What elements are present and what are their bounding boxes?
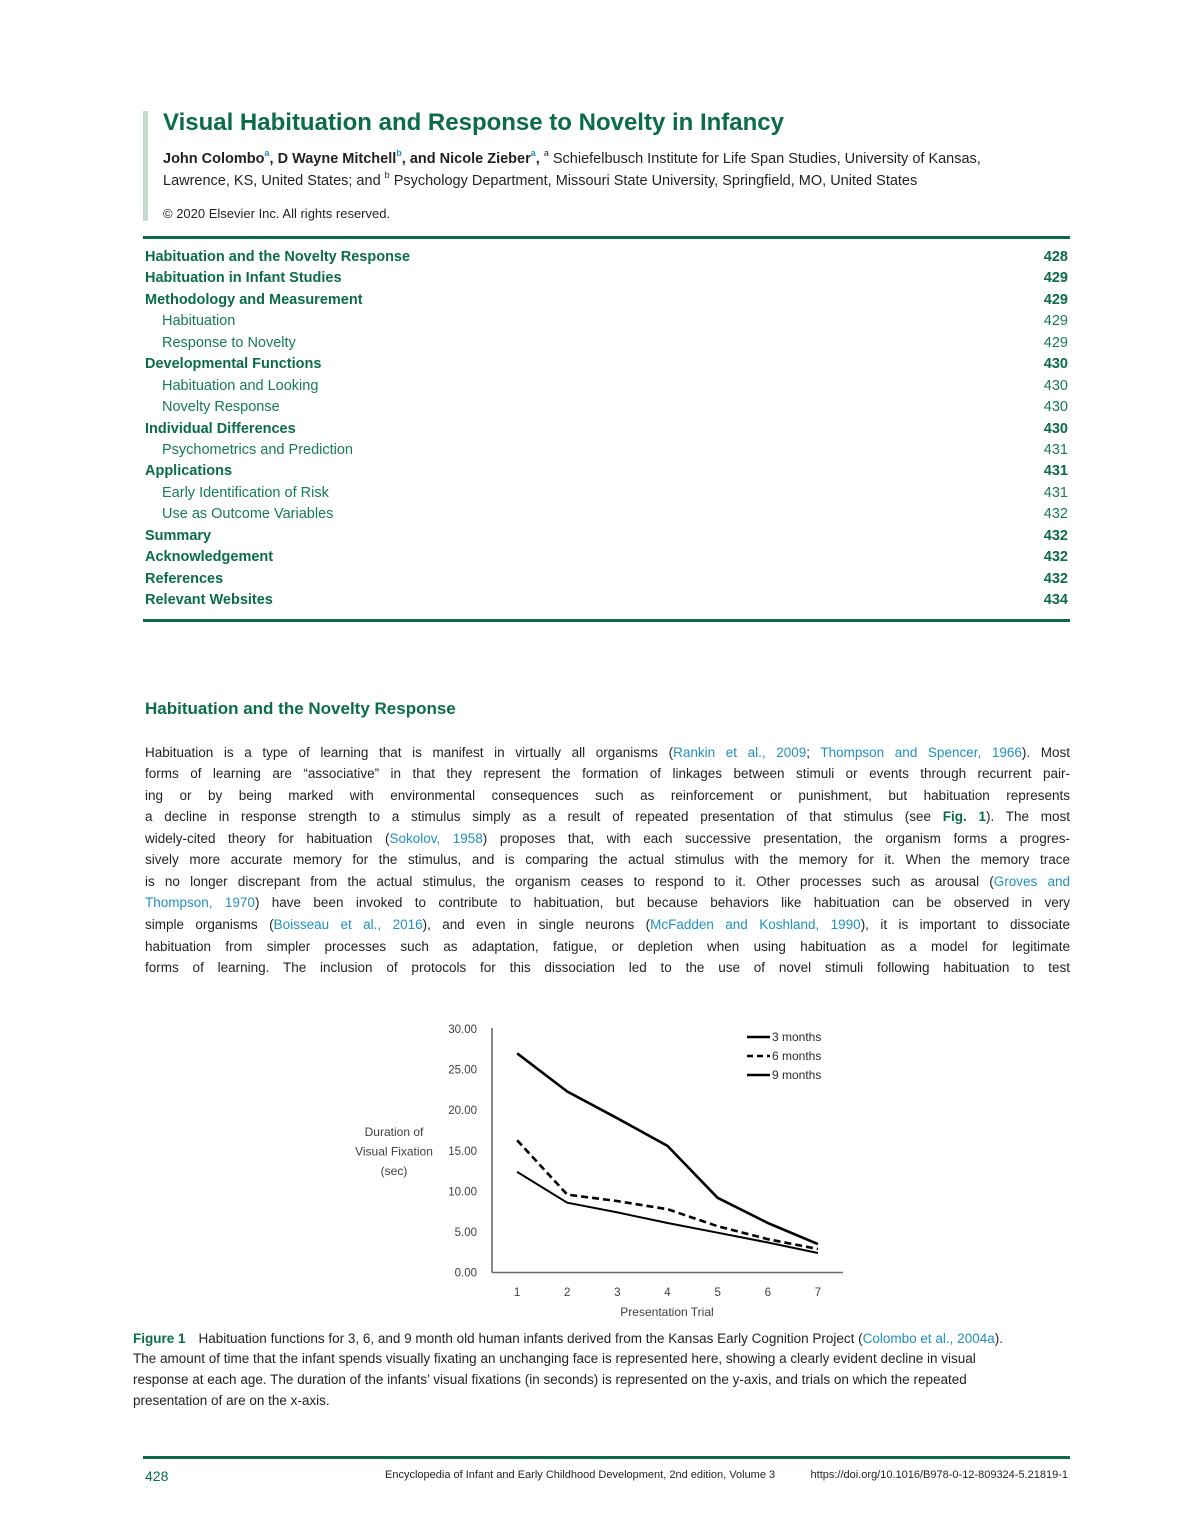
- citation-link[interactable]: Colombo et al., 2004a: [862, 1330, 995, 1346]
- body-text: ). Most: [1021, 744, 1070, 760]
- toc-subentry[interactable]: [145, 483, 1068, 504]
- table-of-contents: [145, 247, 1068, 611]
- toc-entry-label: Summary: [145, 527, 212, 544]
- toc-entry-label: Habituation: [162, 313, 236, 330]
- x-tick-label: 7: [814, 1287, 822, 1299]
- toc-entry[interactable]: [145, 547, 1068, 568]
- y-tick-label: 15.00: [448, 1145, 477, 1158]
- author-name: John Colombo: [163, 150, 265, 167]
- body-text: a decline in response strength to a stimulus simply as a result of repeated presentation of that stimulus (see: [145, 809, 943, 825]
- citation-link[interactable]: Groves and: [993, 873, 1070, 889]
- citation-link[interactable]: Thompson and Spencer, 1966: [820, 744, 1022, 760]
- toc-entry-label: Methodology and Measurement: [145, 291, 363, 308]
- affiliation-link-a[interactable]: a: [264, 147, 270, 158]
- y-tick-label: 30.00: [448, 1024, 477, 1036]
- caption-text: ).: [994, 1330, 1003, 1346]
- toc-entry-label: Relevant Websites: [145, 592, 273, 608]
- toc-entry-page: 430: [1043, 420, 1068, 437]
- affiliation-marker-a: a: [543, 147, 549, 158]
- caption-text: response at each age. The duration of the infants’ visual fixations (in seconds) is represented on the y-axis, and trials on which the repeated: [133, 1372, 967, 1388]
- toc-entry[interactable]: [145, 290, 1068, 311]
- toc-entry[interactable]: [145, 354, 1068, 375]
- body-paragraph: [145, 742, 1070, 979]
- toc-entry-page: 432: [1043, 570, 1068, 587]
- toc-entry[interactable]: [145, 526, 1068, 547]
- body-text: ;: [806, 744, 821, 760]
- body-text: sively more accurate memory for the stimulus, and is comparing the actual stimulus with the memory for it. When the memory trace: [145, 852, 1070, 868]
- toc-entry-page: 432: [1043, 527, 1068, 544]
- figure-caption: [133, 1329, 1083, 1412]
- y-tick-label: 25.00: [448, 1064, 477, 1077]
- caption-text: The amount of time that the infant spends visually fixating an unchanging face is represented here, showing a clearly evident decline in visual: [133, 1351, 976, 1367]
- body-line: [145, 849, 1070, 871]
- caption-line: [133, 1329, 1083, 1350]
- affiliation-a-text-cont: Lawrence, KS, United States; and: [163, 172, 385, 189]
- toc-entry-label: Habituation and the Novelty Response: [145, 249, 411, 265]
- x-tick-label: 5: [714, 1287, 721, 1299]
- toc-entry-label: Response to Novelty: [162, 334, 296, 351]
- body-text: simple organisms (: [145, 916, 274, 932]
- toc-top-rule: [143, 236, 1070, 239]
- y-tick-label: 5.00: [454, 1226, 477, 1239]
- affiliation-link-b[interactable]: b: [396, 147, 402, 158]
- toc-subentry[interactable]: [145, 440, 1068, 461]
- body-text: ) have been invoked to contribute to habituation, but because behaviors like habituation can be observed in very: [254, 895, 1070, 911]
- toc-entry-page: 434: [1043, 592, 1068, 608]
- body-text: ), it is important to dissociate: [860, 916, 1070, 932]
- body-text: ) proposes that, with each successive presentation, the organism forms a progres-: [482, 830, 1071, 846]
- x-axis-title: Presentation Trial: [620, 1305, 714, 1319]
- toc-entry-page: 429: [1043, 334, 1068, 351]
- author-line-2: [163, 170, 1083, 192]
- toc-entry-label: References: [145, 570, 224, 587]
- toc-entry-page: 429: [1043, 291, 1068, 308]
- legend-label: 9 months: [772, 1068, 822, 1082]
- body-line: [145, 892, 1070, 914]
- toc-entry-label: Acknowledgement: [145, 549, 274, 566]
- toc-entry[interactable]: [145, 268, 1068, 289]
- body-line: [145, 806, 1070, 828]
- y-tick-label: 20.00: [448, 1105, 477, 1118]
- author-separator: ,: [535, 150, 544, 167]
- footer-rule: [143, 1456, 1070, 1459]
- title-accent-bar: [143, 111, 148, 221]
- toc-subentry[interactable]: [145, 333, 1068, 354]
- toc-entry[interactable]: [145, 419, 1068, 440]
- habituation-line-chart: [340, 1010, 860, 1330]
- toc-entry-page: 432: [1043, 549, 1068, 566]
- body-text: is no longer discrepant from the actual stimulus, the organism ceases to respond to it. Other processes such as arousal (: [145, 873, 994, 889]
- author-separator: ,: [269, 150, 278, 167]
- x-tick-label: 1: [513, 1287, 521, 1299]
- affiliation-b-text: Psychology Department, Missouri State University, Springfield, MO, United States: [389, 172, 918, 189]
- author-name: D Wayne Mitchell: [277, 150, 397, 167]
- toc-entry-page: 431: [1043, 441, 1068, 458]
- body-text: widely-cited theory for habituation (: [145, 830, 390, 846]
- caption-text: Habituation functions for 3, 6, and 9 month old human infants derived from the Kansas Early Cognition Project (: [198, 1330, 863, 1346]
- toc-entry-page: 429: [1043, 270, 1068, 287]
- y-axis-title: (sec): [380, 1164, 408, 1178]
- affiliation-link-a[interactable]: a: [530, 147, 536, 158]
- affiliation-a-text: Schiefelbusch Institute for Life Span Studies, University of Kansas,: [548, 150, 981, 167]
- toc-entry[interactable]: [145, 569, 1068, 590]
- toc-entry-label: Use as Outcome Variables: [162, 506, 334, 523]
- publication-title: Encyclopedia of Infant and Early Childhood Development, 2nd edition, Volume 3: [385, 1469, 776, 1482]
- toc-entry[interactable]: [145, 590, 1068, 611]
- toc-entry-label: Habituation in Infant Studies: [145, 270, 342, 287]
- toc-entry-page: 430: [1043, 377, 1068, 394]
- series-line-6-months: [517, 1140, 818, 1249]
- citation-link[interactable]: Rankin et al., 2009: [673, 744, 807, 760]
- legend-label: 6 months: [772, 1049, 822, 1063]
- y-tick-label: 0.00: [454, 1267, 477, 1280]
- doi-link[interactable]: https://doi.org/10.1016/B978-0-12-809324-5.21819-1: [810, 1469, 1068, 1482]
- body-text: ), and even in single neurons (: [422, 916, 651, 932]
- toc-entry-label: Individual Differences: [145, 420, 296, 437]
- caption-line: [133, 1391, 1083, 1412]
- article-title: Visual Habituation and Response to Novelty in Infancy: [163, 109, 784, 136]
- section-heading: Habituation and the Novelty Response: [145, 698, 456, 718]
- toc-entry-label: Developmental Functions: [145, 356, 322, 373]
- body-text: forms of learning. The inclusion of protocols for this dissociation led to the use of novel stimuli following habituation to test: [145, 960, 1070, 976]
- body-text: Habituation is a type of learning that is manifest in virtually all organisms (: [145, 744, 674, 760]
- toc-bottom-rule: [143, 619, 1070, 622]
- page-number: 428: [145, 1467, 169, 1484]
- y-axis-title: Visual Fixation: [355, 1144, 433, 1159]
- author-block: [163, 148, 1083, 192]
- toc-entry-page: 428: [1043, 249, 1068, 265]
- x-tick-label: 3: [614, 1287, 621, 1299]
- body-line: [145, 957, 1070, 979]
- body-line: [145, 914, 1070, 936]
- toc-subentry[interactable]: [145, 504, 1068, 525]
- x-tick-label: 2: [564, 1287, 571, 1299]
- body-text: ing or by being marked with environmental consequences such as reinforcement or punishment, but habituation represents: [145, 787, 1070, 803]
- caption-line: [133, 1370, 1083, 1391]
- toc-entry-label: Novelty Response: [162, 399, 280, 416]
- body-line: [145, 936, 1070, 958]
- series-line-9-months: [517, 1172, 818, 1253]
- legend-label: 3 months: [772, 1030, 822, 1044]
- x-tick-label: 4: [664, 1287, 671, 1299]
- body-line: [145, 785, 1070, 807]
- toc-entry-label: Applications: [145, 463, 233, 480]
- body-text: forms of learning are “associative” in that they represent the formation of linkages between stimuli or events through recurrent pair-: [145, 766, 1070, 782]
- body-line: [145, 742, 1070, 764]
- body-text: habituation from simpler processes such as adaptation, fatigue, or depletion when using habituation as a model for legitimate: [145, 938, 1070, 954]
- caption-line: [133, 1349, 1083, 1370]
- citation-link[interactable]: Sokolov, 1958: [389, 830, 483, 846]
- toc-entry-page: 431: [1043, 484, 1068, 501]
- figure-reference-link[interactable]: Fig. 1: [942, 809, 987, 825]
- affiliation-marker-b: b: [384, 169, 390, 180]
- toc-entry-page: 430: [1043, 399, 1068, 416]
- y-tick-label: 10.00: [448, 1186, 477, 1199]
- toc-entry-page: 429: [1043, 313, 1068, 330]
- figure-label: Figure 1: [133, 1330, 186, 1346]
- toc-subentry[interactable]: [145, 376, 1068, 397]
- toc-entry-label: Habituation and Looking: [162, 377, 319, 394]
- body-line: [145, 828, 1070, 850]
- copyright-notice: © 2020 Elsevier Inc. All rights reserved.: [163, 206, 391, 222]
- toc-entry-page: 431: [1043, 463, 1068, 480]
- body-text: ). The most: [986, 809, 1071, 825]
- author-name: Nicole Zieber: [439, 150, 531, 167]
- x-tick-label: 6: [764, 1287, 771, 1299]
- author-line-1: [163, 148, 1083, 170]
- toc-entry-page: 432: [1043, 506, 1068, 523]
- citation-link[interactable]: Thompson, 1970: [145, 895, 255, 911]
- y-axis-title: Duration of: [364, 1125, 424, 1139]
- toc-entry-label: Psychometrics and Prediction: [162, 441, 353, 458]
- toc-entry[interactable]: [145, 461, 1068, 482]
- citation-link[interactable]: Boisseau et al., 2016: [273, 916, 423, 932]
- toc-entry-page: 430: [1043, 356, 1068, 373]
- toc-subentry[interactable]: [145, 311, 1068, 332]
- citation-link[interactable]: McFadden and Koshland, 1990: [650, 916, 861, 932]
- body-line: [145, 763, 1070, 785]
- caption-text: presentation of are on the x-axis.: [133, 1393, 330, 1409]
- author-separator: , and: [401, 150, 440, 167]
- body-line: [145, 871, 1070, 893]
- toc-subentry[interactable]: [145, 397, 1068, 418]
- toc-entry-label: Early Identification of Risk: [162, 484, 329, 501]
- toc-entry[interactable]: [145, 247, 1068, 268]
